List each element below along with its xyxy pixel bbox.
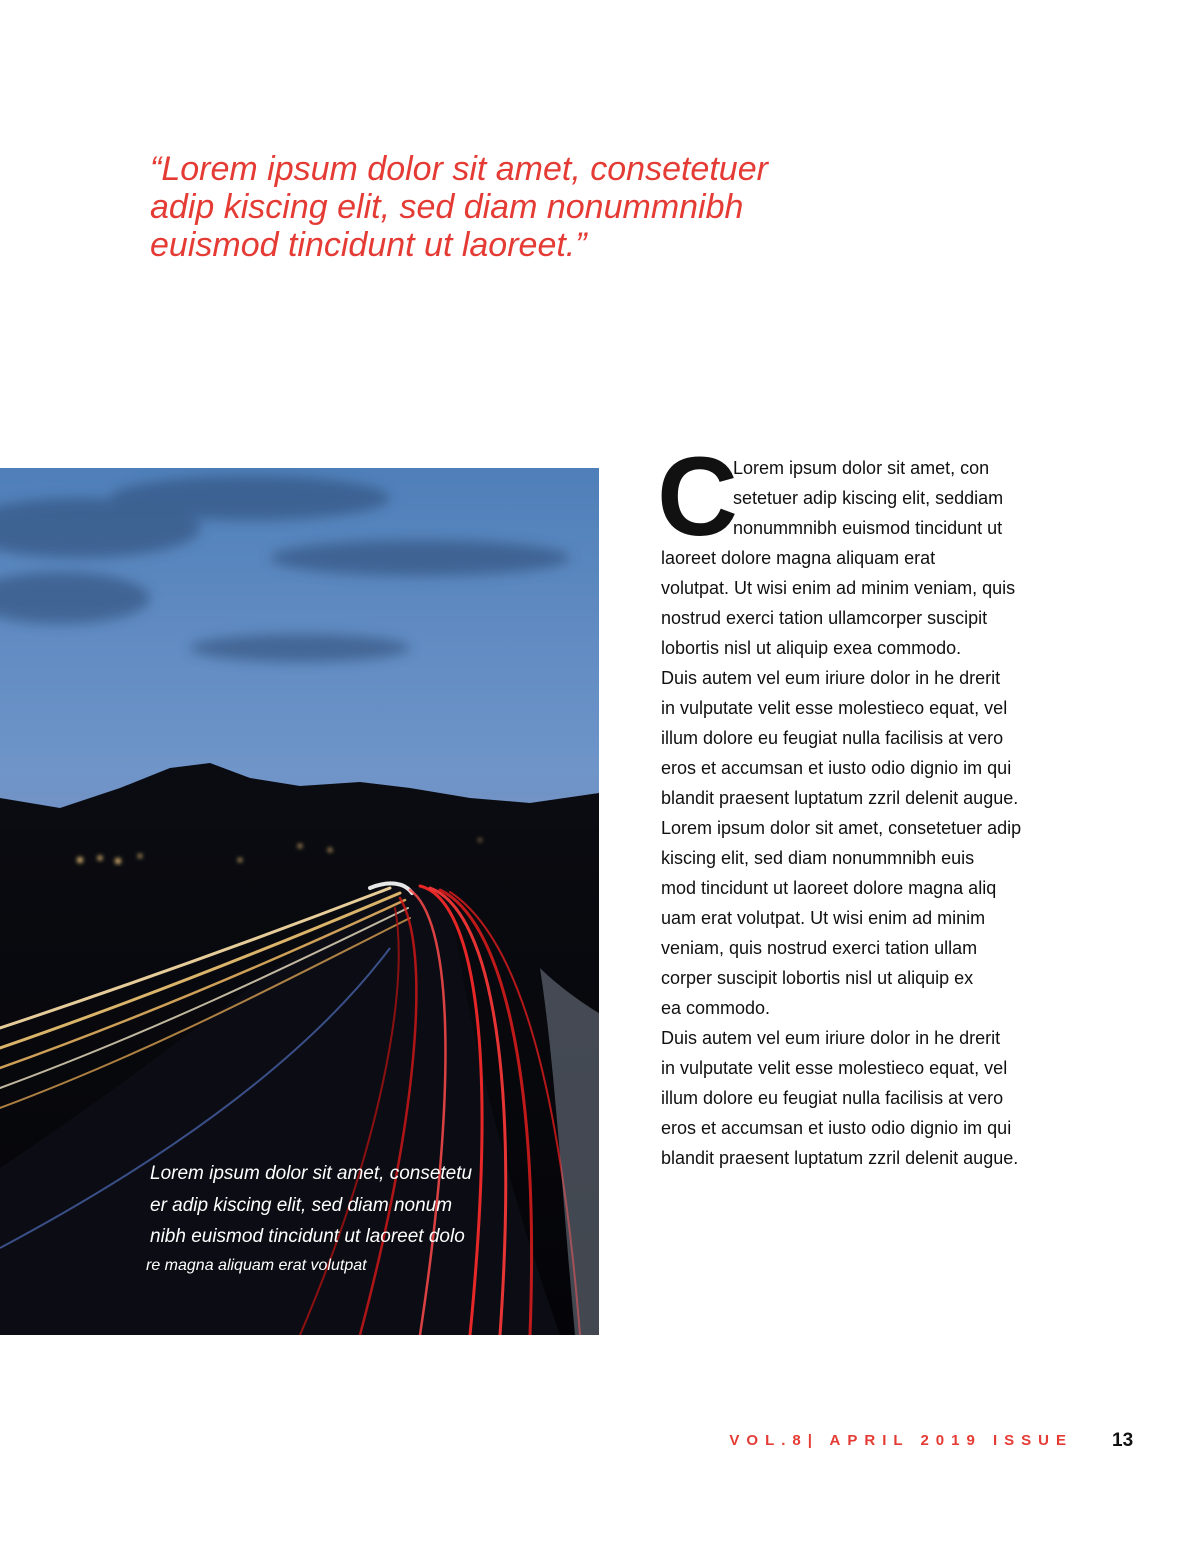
article-line: corper suscipit lobortis nisl ut aliquip ex bbox=[661, 968, 974, 988]
article-line: mod tincidunt ut laoreet dolore magna aliq bbox=[661, 878, 997, 898]
page-number: 13 bbox=[1112, 1430, 1134, 1451]
drop-cap: C bbox=[657, 434, 738, 559]
photo-caption-line: nibh euismod tincidunt ut laoreet dolo bbox=[150, 1226, 465, 1247]
article-line: eros et accumsan et iusto odio dignio im qui bbox=[661, 758, 1012, 778]
article-line: lobortis nisl ut aliquip exea commodo. bbox=[661, 638, 962, 658]
pull-quote-line: euismod tincidunt ut laoreet.” bbox=[150, 226, 587, 264]
pull-quote bbox=[150, 150, 870, 264]
article-line: volutpat. Ut wisi enim ad minim veniam, quis bbox=[661, 578, 1016, 598]
article-body bbox=[657, 434, 1101, 1173]
article-line: laoreet dolore magna aliquam erat bbox=[661, 548, 936, 568]
pull-quote-line: “Lorem ipsum dolor sit amet, consetetuer bbox=[150, 150, 768, 188]
article-line: Lorem ipsum dolor sit amet, consetetuer adip bbox=[661, 818, 1022, 838]
article-line: veniam, quis nostrud exerci tation ullam bbox=[661, 938, 978, 958]
article-line: setetuer adip kiscing elit, seddiam bbox=[733, 488, 1004, 508]
issue-label: VOL.8| APRIL 2019 ISSUE bbox=[729, 1432, 1073, 1449]
article-line: kiscing elit, sed diam nonummnibh euis bbox=[661, 848, 975, 868]
pull-quote-line: adip kiscing elit, sed diam nonummnibh bbox=[150, 188, 744, 226]
article-line: nonummnibh euismod tincidunt ut bbox=[733, 518, 1003, 538]
article-line: Duis autem vel eum iriure dolor in he drerit bbox=[661, 668, 1001, 688]
article-line: in vulputate velit esse molestieco equat, vel bbox=[661, 698, 1008, 718]
article-line: Lorem ipsum dolor sit amet, con bbox=[733, 458, 990, 478]
article-line: Duis autem vel eum iriure dolor in he drerit bbox=[661, 1028, 1001, 1048]
article-line: in vulputate velit esse molestieco equat, vel bbox=[661, 1058, 1008, 1078]
article-line: illum dolore eu feugiat nulla facilisis at vero bbox=[661, 728, 1004, 748]
article-line: eros et accumsan et iusto odio dignio im qui bbox=[661, 1118, 1012, 1138]
article-line: nostrud exerci tation ullamcorper suscipit bbox=[661, 608, 988, 628]
article-line: illum dolore eu feugiat nulla facilisis at vero bbox=[661, 1088, 1004, 1108]
photo-caption bbox=[146, 1158, 570, 1279]
article-line: blandit praesent luptatum zzril delenit augue. bbox=[661, 1148, 1019, 1168]
article-line: blandit praesent luptatum zzril delenit augue. bbox=[661, 788, 1019, 808]
photo-caption-line: Lorem ipsum dolor sit amet, consetetu bbox=[150, 1163, 473, 1184]
article-line: uam erat volutpat. Ut wisi enim ad minim bbox=[661, 908, 986, 928]
feature-photo bbox=[0, 468, 599, 1335]
article-line: ea commodo. bbox=[661, 998, 771, 1018]
photo-caption-line: er adip kiscing elit, sed diam nonum bbox=[150, 1194, 453, 1216]
photo-caption-line: re magna aliquam erat volutpat bbox=[146, 1256, 367, 1274]
